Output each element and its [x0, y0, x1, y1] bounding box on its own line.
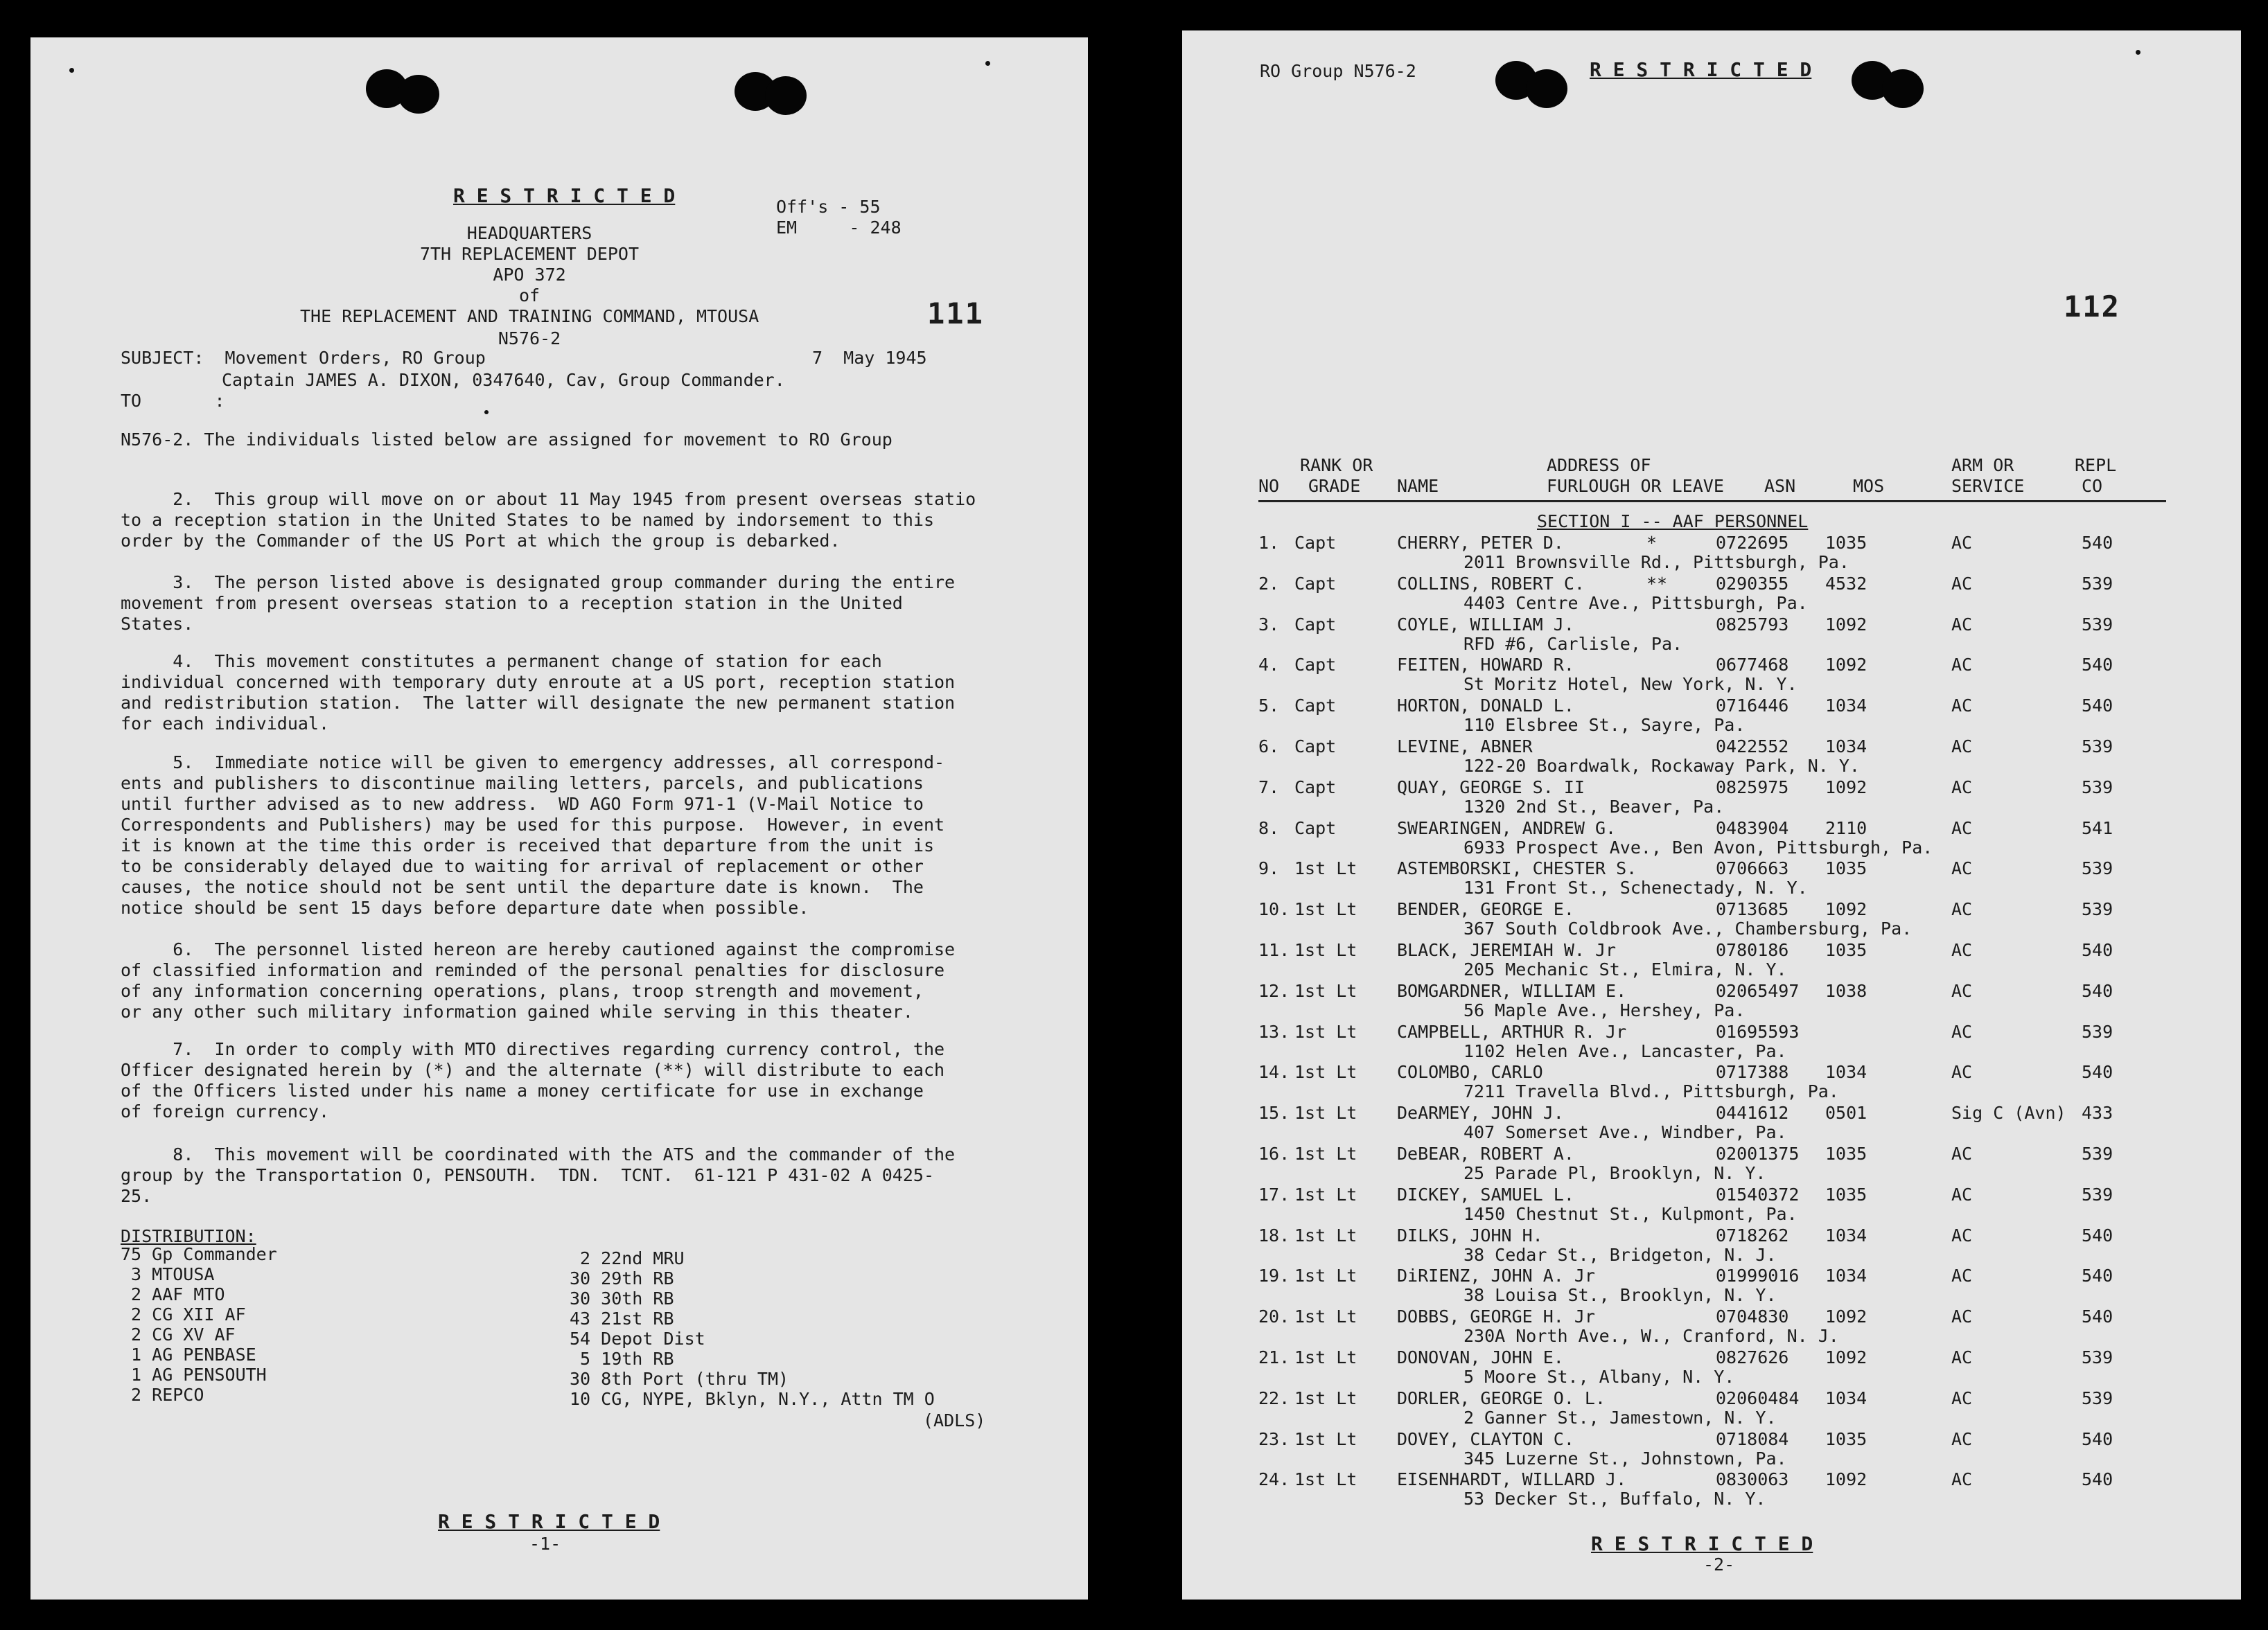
table-row: [1258, 859, 2201, 901]
row-mos: 1035: [1825, 1144, 1867, 1164]
row-name: SWEARINGEN, ANDREW G.: [1397, 817, 1617, 838]
distribution-item: 2 CG XII AF: [121, 1304, 246, 1325]
row-address: 205 Mechanic St., Elmira, N. Y.: [1463, 959, 1787, 980]
row-rank: 1st Lt: [1294, 1347, 1357, 1367]
row-rank: Capt: [1294, 696, 1337, 716]
row-asn: 0722695: [1716, 533, 1789, 553]
row-rank: 1st Lt: [1294, 1306, 1357, 1327]
row-name: BOMGARDNER, WILLIAM E.: [1397, 980, 1627, 1001]
row-arm-service: AC: [1951, 1347, 1973, 1367]
row-mos: 1034: [1825, 1062, 1867, 1083]
row-arm-service: AC: [1951, 614, 1973, 635]
table-row: [1258, 1144, 2201, 1186]
row-mos: 1034: [1825, 736, 1867, 756]
row-asn: 01999016: [1716, 1266, 1800, 1286]
punch-hole: [1526, 69, 1567, 108]
of-line: of: [518, 285, 540, 305]
row-repl-co: 539: [2082, 1347, 2113, 1367]
distribution-item: 2 AAF MTO: [121, 1284, 225, 1304]
row-mos: 2110: [1825, 817, 1867, 838]
row-number: 11.: [1258, 940, 1290, 960]
row-asn: 0441612: [1716, 1103, 1789, 1124]
row-name: COYLE, WILLIAM J.: [1397, 614, 1574, 635]
command-line: THE REPLACEMENT AND TRAINING COMMAND, MTOUSA: [300, 306, 759, 326]
row-address: 230A North Ave., W., Cranford, N. J.: [1463, 1326, 1839, 1347]
paragraph-8: 8. This movement will be coordinated with the ATS and the commander of the group by the Transportation O, PENSOUTH. TDN. TCNT. 61-121 P 431-02 A 0425- 25.: [121, 1144, 956, 1206]
header-arm: ARM OR: [1951, 455, 2014, 475]
row-address: 122-20 Boardwalk, Rockaway Park, N. Y.: [1463, 756, 1860, 776]
row-mos: 1035: [1825, 858, 1867, 879]
row-address: 4403 Centre Ave., Pittsburgh, Pa.: [1463, 592, 1808, 613]
row-arm-service: AC: [1951, 1469, 1973, 1490]
headquarters-line: HEADQUARTERS: [466, 223, 592, 243]
table-row: [1258, 696, 2201, 738]
table-row: [1258, 1470, 2201, 1512]
row-arm-service: AC: [1951, 1306, 1973, 1327]
row-number: 2.: [1258, 573, 1280, 594]
row-rank: Capt: [1294, 736, 1337, 756]
distribution-item: 3 MTOUSA: [121, 1264, 215, 1284]
row-arm-service: Sig C (Avn): [1951, 1103, 2066, 1124]
table-row: [1258, 655, 2201, 697]
order-date: 7 May 1945: [812, 348, 927, 368]
distribution-item: 30 8th Port (thru TM): [570, 1369, 789, 1389]
row-mos: 1092: [1825, 899, 1867, 920]
page-footer-number: -2-: [1703, 1554, 1735, 1575]
row-address: 131 Front St., Schenectady, N. Y.: [1463, 878, 1808, 898]
row-mos: 1034: [1825, 1388, 1867, 1408]
row-asn: 02065497: [1716, 980, 1800, 1001]
row-address: 1102 Helen Ave., Lancaster, Pa.: [1463, 1040, 1787, 1061]
table-row: [1258, 574, 2201, 616]
row-number: 12.: [1258, 980, 1290, 1001]
row-asn: 0830063: [1716, 1469, 1789, 1490]
row-mos: 0501: [1825, 1103, 1867, 1124]
row-number: 3.: [1258, 614, 1280, 635]
row-name: EISENHARDT, WILLARD J.: [1397, 1469, 1627, 1490]
row-rank: 1st Lt: [1294, 1469, 1357, 1490]
row-address: 6933 Prospect Ave., Ben Avon, Pittsburgh, Pa.: [1463, 837, 1933, 858]
row-rank: 1st Lt: [1294, 980, 1357, 1001]
row-name: CAMPBELL, ARTHUR R. Jr: [1397, 1021, 1627, 1042]
row-asn: 01695593: [1716, 1021, 1800, 1042]
row-number: 7.: [1258, 777, 1280, 797]
row-number: 16.: [1258, 1144, 1290, 1164]
row-address: 2 Ganner St., Jamestown, N. Y.: [1463, 1407, 1777, 1428]
row-address: 5 Moore St., Albany, N. Y.: [1463, 1367, 1735, 1387]
order-number: N576-2: [498, 328, 561, 348]
row-name: QUAY, GEORGE S. II: [1397, 777, 1585, 797]
row-arm-service: AC: [1951, 1021, 1973, 1042]
row-mos: 1092: [1825, 1347, 1867, 1367]
row-money-mark: **: [1646, 573, 1668, 594]
row-address: 407 Somerset Ave., Windber, Pa.: [1463, 1122, 1787, 1143]
row-number: 24.: [1258, 1469, 1290, 1490]
distribution-item: 54 Depot Dist: [570, 1329, 705, 1349]
table-row: [1258, 1063, 2201, 1104]
table-row: [1258, 778, 2201, 820]
row-repl-co: 539: [2082, 1144, 2113, 1164]
distribution-title: DISTRIBUTION:: [121, 1226, 256, 1246]
row-address: 345 Luzerne St., Johnstown, Pa.: [1463, 1448, 1787, 1469]
restricted-footer: R E S T R I C T E D: [1591, 1532, 1813, 1555]
row-repl-co: 541: [2082, 817, 2113, 838]
row-name: DeBEAR, ROBERT A.: [1397, 1144, 1574, 1164]
row-asn: 0422552: [1716, 736, 1789, 756]
row-address: 367 South Coldbrook Ave., Chambersburg, Pa.: [1463, 919, 1913, 939]
row-rank: Capt: [1294, 817, 1337, 838]
header-no: NO: [1258, 476, 1280, 496]
header-rank: RANK OR: [1300, 455, 1373, 475]
row-rank: Capt: [1294, 777, 1337, 797]
table-row: [1258, 1104, 2201, 1145]
row-address: 53 Decker St., Buffalo, N. Y.: [1463, 1489, 1766, 1509]
depot-line: 7TH REPLACEMENT DEPOT: [419, 244, 640, 264]
row-mos: 1034: [1825, 696, 1867, 716]
row-arm-service: AC: [1951, 533, 1973, 553]
row-rank: Capt: [1294, 614, 1337, 635]
punch-hole: [398, 75, 439, 114]
row-address: 110 Elsbree St., Sayre, Pa.: [1463, 715, 1746, 736]
row-arm-service: AC: [1951, 858, 1973, 879]
paragraph-6: 6. The personnel listed hereon are hereby cautioned against the compromise of classified information and reminded of the personal penalties for disclosure of any information concerning operations, plans, troop strength and movement, or any other such military information gained while serving in this theater.: [121, 939, 956, 1022]
row-repl-co: 539: [2082, 858, 2113, 879]
row-mos: 1092: [1825, 777, 1867, 797]
row-address: 38 Louisa St., Brooklyn, N. Y.: [1463, 1285, 1777, 1306]
paragraph-1: N576-2. The individuals listed below are assigned for movement to RO Group: [121, 429, 893, 450]
restricted-footer: R E S T R I C T E D: [438, 1510, 660, 1533]
paragraph-5: 5. Immediate notice will be given to emergency addresses, all correspond- ents and publishers to discontinue mailing letters, parcels, and publications until further advised as to new address. WD AGO Form 971-1 (V-Mail Notice to Correspondents and Publishers) may be used for this purpose. However, in event it is known at the time this order is received that departure from the unit is to be considerably delayed due to waiting for arrival of replacement or other causes, the notice should not be sent until the departure date is known. The notice should be sent 15 days before departure date when possible.: [121, 752, 945, 918]
row-asn: 01540372: [1716, 1184, 1800, 1205]
table-row: [1258, 1226, 2201, 1268]
row-number: 21.: [1258, 1347, 1290, 1367]
header-asn: ASN: [1764, 476, 1796, 496]
row-rank: 1st Lt: [1294, 1184, 1357, 1205]
table-row: [1258, 1389, 2201, 1430]
row-arm-service: AC: [1951, 1225, 1973, 1246]
table-row: [1258, 982, 2201, 1023]
table-row: [1258, 1430, 2201, 1471]
row-address: 56 Maple Ave., Hershey, Pa.: [1463, 1000, 1746, 1020]
speck: [69, 68, 74, 73]
row-repl-co: 540: [2082, 1428, 2113, 1449]
paragraph-2: 2. This group will move on or about 11 May 1945 from present overseas statio to a reception station in the United States to be named by indorsement to this order by the Commander of the US Port at which the group is debarked.: [121, 489, 976, 551]
row-name: FEITEN, HOWARD R.: [1397, 655, 1574, 675]
row-arm-service: AC: [1951, 817, 1973, 838]
paragraph-7: 7. In order to comply with MTO directives regarding currency control, the Officer designated herein by (*) and the alternate (**) will distribute to each of the Officers listed under his name a money certificate for use in exchange of foreign currency.: [121, 1039, 945, 1122]
row-mos: 1035: [1825, 533, 1867, 553]
paragraph-4: 4. This movement constitutes a permanent change of station for each individual concerned with temporary duty enroute at a US port, reception station and redistribution station. The latter will designate the new permanent station for each individual.: [121, 651, 956, 734]
row-repl-co: 539: [2082, 614, 2113, 635]
row-asn: 0706663: [1716, 858, 1789, 879]
row-repl-co: 540: [2082, 1469, 2113, 1490]
table-row: [1258, 1022, 2201, 1064]
row-number: 18.: [1258, 1225, 1290, 1246]
row-repl-co: 540: [2082, 655, 2113, 675]
row-rank: Capt: [1294, 655, 1337, 675]
row-name: LEVINE, ABNER: [1397, 736, 1533, 756]
restricted-heading: R E S T R I C T E D: [453, 184, 676, 207]
row-arm-service: AC: [1951, 573, 1973, 594]
row-number: 22.: [1258, 1388, 1290, 1408]
table-row: [1258, 737, 2201, 779]
distribution-item: 43 21st RB: [570, 1309, 674, 1329]
row-arm-service: AC: [1951, 1062, 1973, 1083]
row-mos: 1034: [1825, 1266, 1867, 1286]
row-number: 8.: [1258, 817, 1280, 838]
row-arm-service: AC: [1951, 655, 1973, 675]
header-furlough: FURLOUGH OR LEAVE: [1547, 476, 1724, 496]
row-rank: 1st Lt: [1294, 1062, 1357, 1083]
row-rank: 1st Lt: [1294, 899, 1357, 920]
row-address: 1320 2nd St., Beaver, Pa.: [1463, 796, 1725, 817]
row-repl-co: 540: [2082, 533, 2113, 553]
row-address: St Moritz Hotel, New York, N. Y.: [1463, 674, 1797, 695]
row-rank: Capt: [1294, 533, 1337, 553]
header-grade: GRADE: [1308, 476, 1361, 496]
row-repl-co: 433: [2082, 1103, 2113, 1124]
row-repl-co: 539: [2082, 1184, 2113, 1205]
row-address: 1450 Chestnut St., Kulpmont, Pa.: [1463, 1203, 1797, 1224]
row-name: BENDER, GEORGE E.: [1397, 899, 1574, 920]
row-mos: 1092: [1825, 1306, 1867, 1327]
officers-count: Off's - 55: [776, 197, 881, 217]
speck: [2136, 50, 2140, 55]
distribution-item: 75 Gp Commander: [121, 1244, 277, 1264]
row-name: DICKEY, SAMUEL L.: [1397, 1184, 1574, 1205]
row-number: 14.: [1258, 1062, 1290, 1083]
row-asn: 0825975: [1716, 777, 1789, 797]
row-asn: 0677468: [1716, 655, 1789, 675]
row-rank: Capt: [1294, 573, 1337, 594]
row-arm-service: AC: [1951, 1266, 1973, 1286]
distribution-item: 2 REPCO: [121, 1385, 204, 1405]
table-row: [1258, 1348, 2201, 1390]
row-name: DORLER, GEORGE O. L.: [1397, 1388, 1606, 1408]
row-name: DOBBS, GEORGE H. Jr: [1397, 1306, 1595, 1327]
subject-line: SUBJECT: Movement Orders, RO Group: [121, 348, 486, 368]
row-number: 20.: [1258, 1306, 1290, 1327]
row-rank: 1st Lt: [1294, 1144, 1357, 1164]
row-number: 13.: [1258, 1021, 1290, 1042]
page-footer-number: -1-: [529, 1534, 561, 1554]
row-number: 9.: [1258, 858, 1280, 879]
row-repl-co: 539: [2082, 777, 2113, 797]
row-name: HORTON, DONALD L.: [1397, 696, 1574, 716]
table-row: [1258, 900, 2201, 941]
distribution-item: 1 AG PENBASE: [121, 1345, 256, 1365]
row-rank: 1st Lt: [1294, 1266, 1357, 1286]
header-mos: MOS: [1853, 476, 1885, 496]
distribution-item: 5 19th RB: [570, 1349, 674, 1369]
table-header: [1258, 452, 2166, 502]
distribution-item: 2 22nd MRU: [570, 1248, 685, 1268]
to-line: TO :: [121, 391, 225, 411]
row-name: COLOMBO, CARLO: [1397, 1062, 1543, 1083]
enlisted-count: EM - 248: [776, 218, 902, 238]
table-row: [1258, 819, 2201, 860]
restricted-heading: R E S T R I C T E D: [1590, 58, 1812, 81]
row-arm-service: AC: [1951, 1388, 1973, 1408]
row-name: DiRIENZ, JOHN A. Jr: [1397, 1266, 1595, 1286]
row-name: DeARMEY, JOHN J.: [1397, 1103, 1564, 1124]
row-asn: 0290355: [1716, 573, 1789, 594]
table-row: [1258, 941, 2201, 982]
row-asn: 0780186: [1716, 940, 1789, 960]
row-repl-co: 540: [2082, 1062, 2113, 1083]
row-number: 6.: [1258, 736, 1280, 756]
distribution-item: 30 30th RB: [570, 1288, 674, 1309]
row-repl-co: 540: [2082, 980, 2113, 1001]
row-repl-co: 539: [2082, 1021, 2113, 1042]
row-mos: 1092: [1825, 1469, 1867, 1490]
table-row: [1258, 1307, 2201, 1349]
row-mos: 1034: [1825, 1225, 1867, 1246]
row-arm-service: AC: [1951, 736, 1973, 756]
adls-note: (ADLS): [923, 1410, 986, 1430]
row-asn: 0825793: [1716, 614, 1789, 635]
row-rank: 1st Lt: [1294, 1103, 1357, 1124]
row-mos: 1035: [1825, 1184, 1867, 1205]
table-row: [1258, 1185, 2201, 1227]
row-arm-service: AC: [1951, 899, 1973, 920]
row-repl-co: 540: [2082, 1306, 2113, 1327]
row-repl-co: 540: [2082, 1225, 2113, 1246]
header-co: CO: [2082, 476, 2103, 496]
row-asn: 0718084: [1716, 1428, 1789, 1449]
distribution-item: 1 AG PENSOUTH: [121, 1365, 267, 1385]
row-number: 15.: [1258, 1103, 1290, 1124]
order-page-1: [30, 37, 1088, 1600]
row-mos: 4532: [1825, 573, 1867, 594]
row-repl-co: 539: [2082, 1388, 2113, 1408]
row-rank: 1st Lt: [1294, 1225, 1357, 1246]
row-rank: 1st Lt: [1294, 1388, 1357, 1408]
row-arm-service: AC: [1951, 940, 1973, 960]
row-mos: 1035: [1825, 940, 1867, 960]
paragraph-3: 3. The person listed above is designated group commander during the entire movement from present overseas station to a reception station in the United States.: [121, 572, 956, 634]
row-repl-co: 540: [2082, 696, 2113, 716]
row-rank: 1st Lt: [1294, 858, 1357, 879]
row-asn: 0716446: [1716, 696, 1789, 716]
apo-line: APO 372: [493, 265, 566, 285]
table-row: [1258, 533, 2201, 575]
row-number: 1.: [1258, 533, 1280, 553]
header-repl: REPL: [2075, 455, 2117, 475]
row-address: RFD #6, Carlisle, Pa.: [1463, 633, 1683, 654]
row-number: 4.: [1258, 655, 1280, 675]
row-number: 10.: [1258, 899, 1290, 920]
page-number: 112: [2064, 290, 2120, 324]
table-row: [1258, 1266, 2201, 1308]
row-name: COLLINS, ROBERT C.: [1397, 573, 1585, 594]
row-address: 7211 Travella Blvd., Pittsburgh, Pa.: [1463, 1081, 1839, 1102]
row-asn: 0718262: [1716, 1225, 1789, 1246]
row-arm-service: AC: [1951, 777, 1973, 797]
row-rank: 1st Lt: [1294, 1021, 1357, 1042]
row-asn: 0704830: [1716, 1306, 1789, 1327]
row-repl-co: 540: [2082, 940, 2113, 960]
row-number: 17.: [1258, 1184, 1290, 1205]
row-mos: 1092: [1825, 655, 1867, 675]
table-row: [1258, 615, 2201, 657]
speck: [484, 410, 489, 414]
distribution-item: 2 CG XV AF: [121, 1325, 236, 1345]
row-name: DONOVAN, JOHN E.: [1397, 1347, 1564, 1367]
group-label: RO Group N576-2: [1260, 61, 1416, 81]
row-rank: 1st Lt: [1294, 940, 1357, 960]
row-repl-co: 539: [2082, 573, 2113, 594]
row-name: CHERRY, PETER D.: [1397, 533, 1564, 553]
row-number: 5.: [1258, 696, 1280, 716]
header-name: NAME: [1397, 476, 1439, 496]
row-asn: 02001375: [1716, 1144, 1800, 1164]
row-arm-service: AC: [1951, 1428, 1973, 1449]
row-name: ASTEMBORSKI, CHESTER S.: [1397, 858, 1637, 879]
order-page-2: [1182, 30, 2241, 1600]
punch-hole: [765, 76, 807, 115]
row-arm-service: AC: [1951, 1184, 1973, 1205]
header-address: ADDRESS OF: [1547, 455, 1651, 475]
row-arm-service: AC: [1951, 980, 1973, 1001]
row-asn: 0713685: [1716, 899, 1789, 920]
row-asn: 02060484: [1716, 1388, 1800, 1408]
row-number: 23.: [1258, 1428, 1290, 1449]
row-arm-service: AC: [1951, 1144, 1973, 1164]
row-address: 38 Cedar St., Bridgeton, N. J.: [1463, 1244, 1777, 1265]
row-name: DILKS, JOHN H.: [1397, 1225, 1543, 1246]
section-heading: SECTION I -- AAF PERSONNEL: [1537, 511, 1809, 531]
row-repl-co: 539: [2082, 736, 2113, 756]
row-money-mark: *: [1646, 533, 1658, 553]
row-repl-co: 540: [2082, 1266, 2113, 1286]
distribution-item: 10 CG, NYPE, Bklyn, N.Y., Attn TM O: [570, 1389, 935, 1409]
row-mos: 1038: [1825, 980, 1867, 1001]
row-address: 2011 Brownsville Rd., Pittsburgh, Pa.: [1463, 552, 1849, 572]
row-number: 19.: [1258, 1266, 1290, 1286]
row-asn: 0827626: [1716, 1347, 1789, 1367]
row-repl-co: 539: [2082, 899, 2113, 920]
group-commander-line: Captain JAMES A. DIXON, 0347640, Cav, Group Commander.: [222, 370, 785, 390]
distribution-item: 30 29th RB: [570, 1268, 674, 1288]
row-arm-service: AC: [1951, 696, 1973, 716]
page-number: 111: [927, 296, 984, 330]
row-address: 25 Parade Pl, Brooklyn, N. Y.: [1463, 1163, 1766, 1183]
row-mos: 1092: [1825, 614, 1867, 635]
row-asn: 0483904: [1716, 817, 1789, 838]
row-name: DOVEY, CLAYTON C.: [1397, 1428, 1574, 1449]
row-mos: 1035: [1825, 1428, 1867, 1449]
punch-hole: [1882, 69, 1924, 108]
speck: [985, 61, 990, 66]
header-service: SERVICE: [1951, 476, 2025, 496]
row-name: BLACK, JEREMIAH W. Jr: [1397, 940, 1617, 960]
row-rank: 1st Lt: [1294, 1428, 1357, 1449]
row-asn: 0717388: [1716, 1062, 1789, 1083]
